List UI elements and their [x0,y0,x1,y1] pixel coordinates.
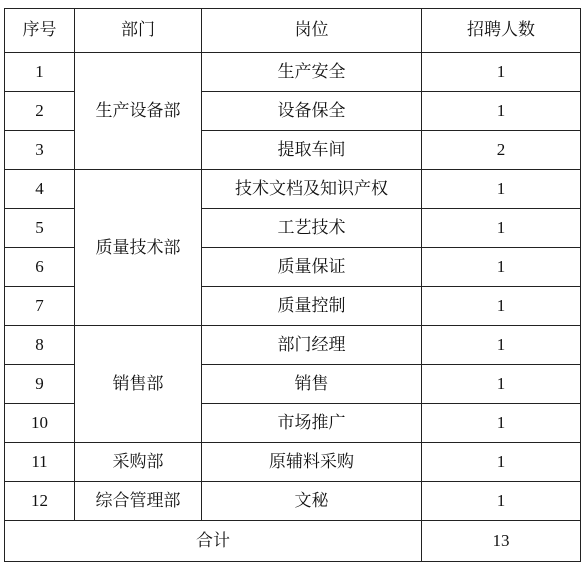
row-dept: 销售部 [75,326,202,443]
row-count: 1 [422,287,581,326]
row-no: 12 [5,482,75,521]
row-count: 1 [422,92,581,131]
table-row [5,53,581,92]
row-no: 2 [5,92,75,131]
row-dept: 质量技术部 [75,170,202,326]
row-count: 1 [422,326,581,365]
header-row [5,9,581,53]
row-position: 工艺技术 [202,209,422,248]
header-count: 招聘人数 [422,9,581,53]
row-no: 4 [5,170,75,209]
row-count: 1 [422,170,581,209]
row-position: 技术文档及知识产权 [202,170,422,209]
row-count: 2 [422,131,581,170]
row-no: 7 [5,287,75,326]
header-no: 序号 [5,9,75,53]
table-row [5,326,581,365]
total-label: 合计 [5,521,422,562]
header-position: 岗位 [202,9,422,53]
table-row [5,170,581,209]
row-no: 3 [5,131,75,170]
row-count: 1 [422,482,581,521]
row-count: 1 [422,209,581,248]
row-no: 10 [5,404,75,443]
total-count: 13 [422,521,581,562]
row-no: 6 [5,248,75,287]
row-position: 销售 [202,365,422,404]
row-dept: 采购部 [75,443,202,482]
row-no: 11 [5,443,75,482]
row-count: 1 [422,53,581,92]
recruitment-table [4,8,581,562]
row-dept: 生产设备部 [75,53,202,170]
header-dept: 部门 [75,9,202,53]
row-position: 质量控制 [202,287,422,326]
row-position: 市场推广 [202,404,422,443]
row-no: 9 [5,365,75,404]
row-position: 生产安全 [202,53,422,92]
row-position: 提取车间 [202,131,422,170]
row-position: 原辅料采购 [202,443,422,482]
row-no: 5 [5,209,75,248]
table-body [5,53,581,562]
row-no: 8 [5,326,75,365]
row-position: 文秘 [202,482,422,521]
table-row [5,443,581,482]
row-count: 1 [422,443,581,482]
row-position: 质量保证 [202,248,422,287]
row-position: 设备保全 [202,92,422,131]
row-count: 1 [422,404,581,443]
row-no: 1 [5,53,75,92]
row-dept: 综合管理部 [75,482,202,521]
table-header [5,9,581,53]
total-row [5,521,581,562]
row-count: 1 [422,248,581,287]
row-position: 部门经理 [202,326,422,365]
table-row [5,482,581,521]
row-count: 1 [422,365,581,404]
